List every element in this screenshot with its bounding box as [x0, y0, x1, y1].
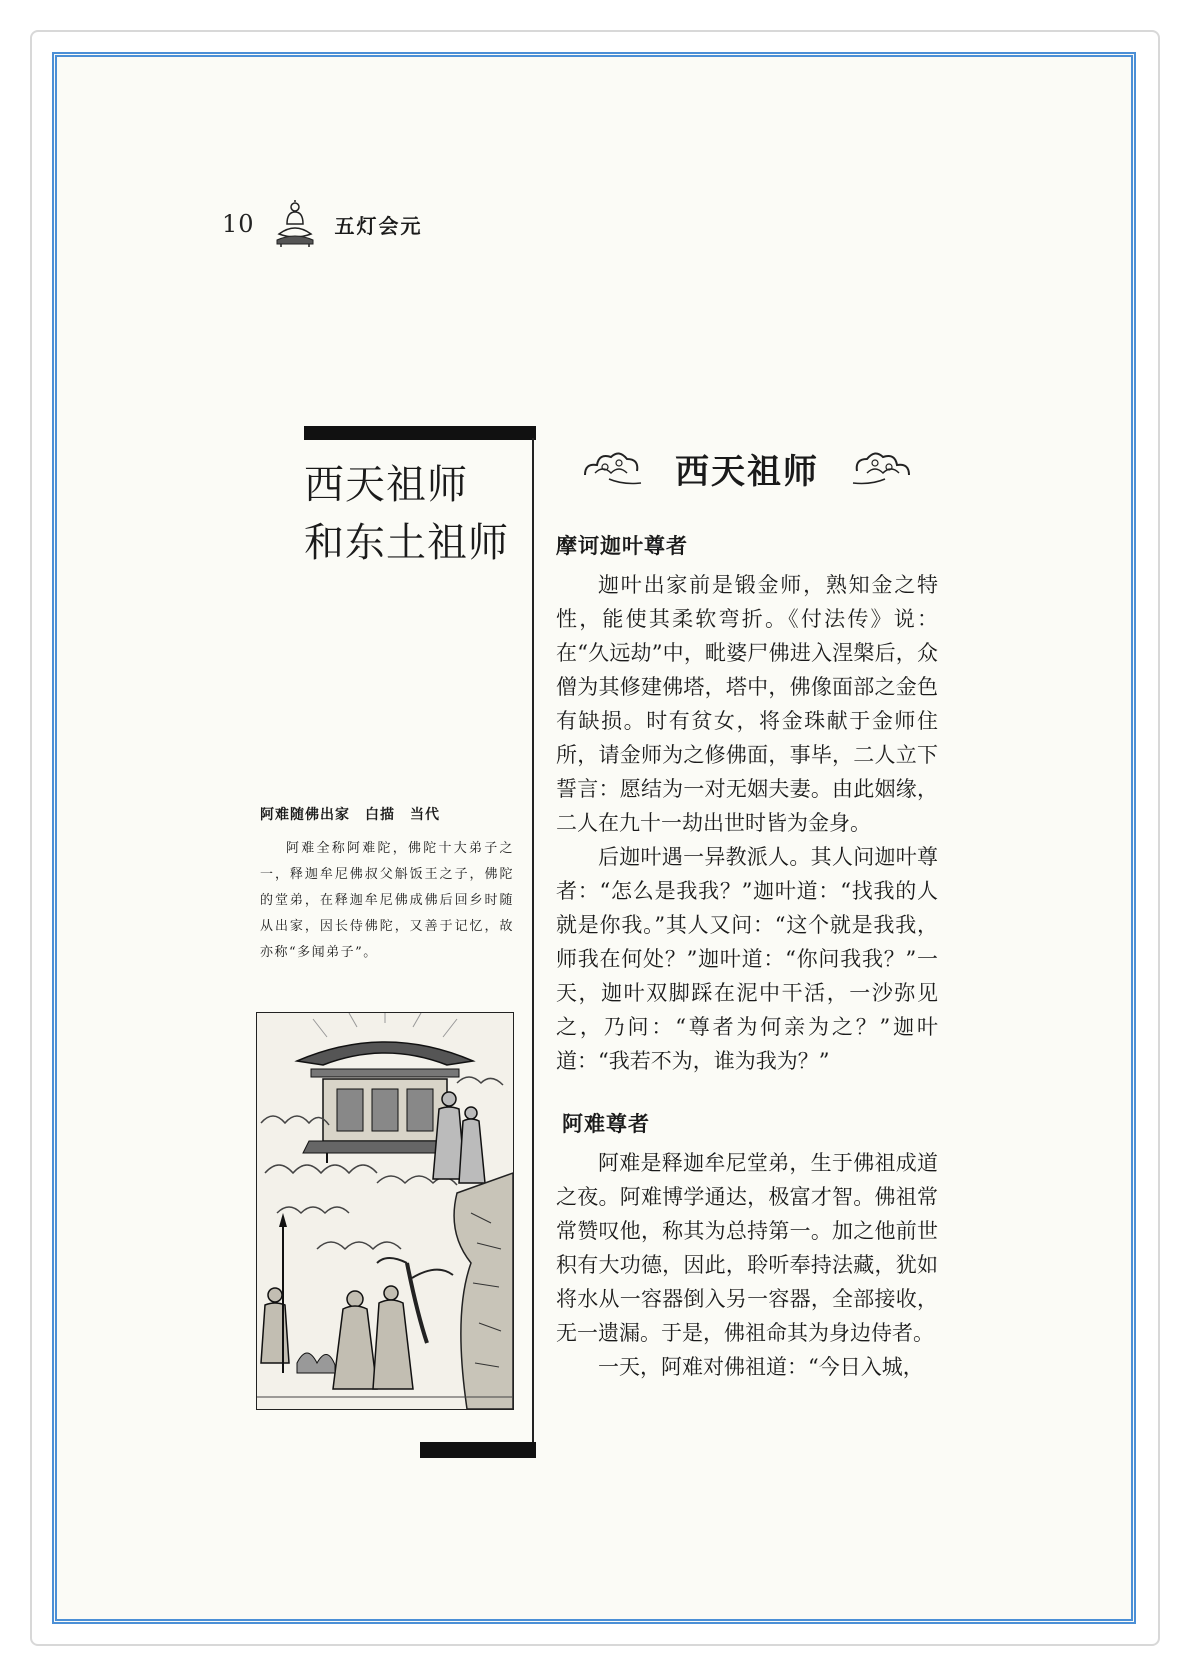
book-title: 五灯会元: [334, 213, 423, 238]
section-heading: [304, 456, 528, 572]
caption-title: 阿难随佛出家 白描 当代: [260, 807, 440, 823]
auspicious-cloud-icon: [579, 445, 645, 491]
paragraph: 一天，阿难对佛祖道：“今日入城，: [598, 1355, 924, 1379]
section-heading-line-2: 和东土祖师: [304, 520, 509, 566]
caption-text: 阿难全称阿难陀，佛陀十大弟子之一，释迦牟尼佛叔父斛饭王之子，佛陀的堂弟，在释迦牟尼佛成佛后回乡时随从出家，因长侍佛陀，又善于记忆，故亦称“多闻弟子”。: [260, 841, 514, 960]
paragraph: 后迦叶遇一异教派人。其人问迦叶尊者：“怎么是我我？”迦叶道：“找我的人就是你我。”其人又问：“这个就是我我，师我在何处？”迦叶道：“你问我我？”一天，迦叶双脚踩在泥中干活，一沙弥见之，乃问：“尊者为何亲为之？”迦叶道：“我若不为，谁为我为？”: [556, 845, 938, 1073]
section-2-body: [556, 1146, 938, 1384]
chapter-title: [556, 440, 938, 496]
section-1-heading: 摩诃迦叶尊者: [556, 533, 688, 558]
section-1-body: [556, 568, 938, 1078]
seated-buddha-icon: [273, 200, 317, 248]
page-number: 10: [222, 210, 255, 238]
heading-top-bar: [304, 426, 536, 440]
chapter-title-text: 西天祖师: [675, 451, 819, 492]
column-divider: [532, 438, 534, 1458]
left-sidebar: [254, 426, 536, 1458]
section-2-heading: 阿难尊者: [562, 1111, 650, 1136]
paragraph: 迦叶出家前是锻金师，熟知金之特性，能使其柔软弯折。《付法传》说：在“久远劫”中，毗婆尸佛进入涅槃后，众僧为其修建佛塔，塔中，佛像面部之金色有缺损。时有贫女，将金珠献于金师住所，请金师为之修佛面，事毕，二人立下誓言：愿结为一对无姻夫妻。由此姻缘，二人在九十一劫出世时皆为金身。: [556, 573, 938, 835]
page-header: [222, 200, 423, 248]
woodcut-illustration: [256, 1012, 514, 1410]
section-heading-line-1: 西天祖师: [304, 462, 468, 508]
auspicious-cloud-icon: [849, 445, 915, 491]
heading-bottom-bar: [420, 1442, 536, 1458]
paragraph: 阿难是释迦牟尼堂弟，生于佛祖成道之夜。阿难博学通达，极富才智。佛祖常常赞叹他，称其为总持第一。加之他前世积有大功德，因此，聆听奉持法藏，犹如将水从一容器倒入另一容器，全部接收，无一遗漏。于是，佛祖命其为身边侍者。: [556, 1151, 938, 1345]
